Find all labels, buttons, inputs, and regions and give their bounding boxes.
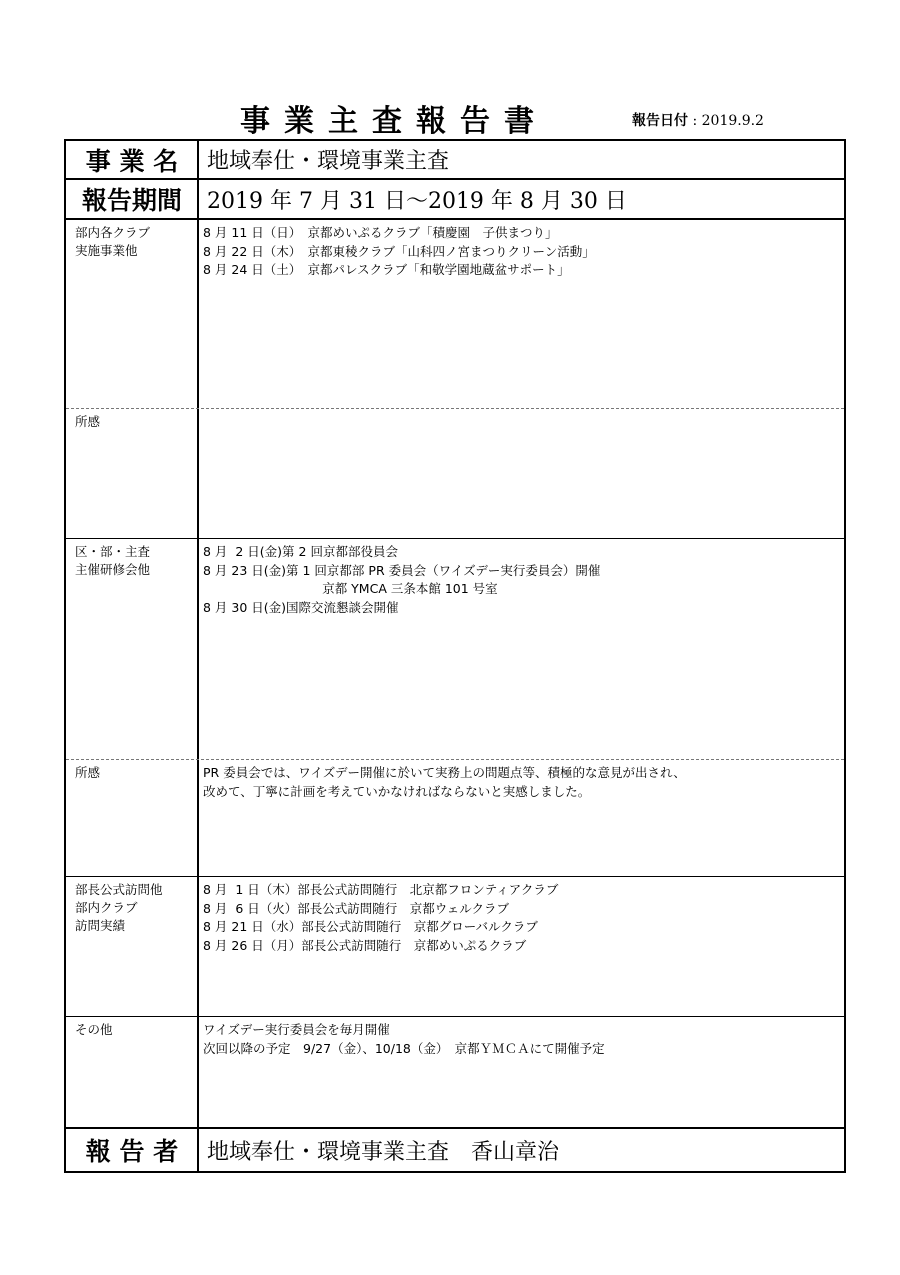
- column-divider: [197, 220, 199, 408]
- other-row: [66, 1017, 844, 1129]
- period-value: 2019 年 7 月 31 日～2019 年 8 月 30 日: [207, 188, 627, 214]
- project-label: 事 業 名: [85, 146, 179, 176]
- official-visits-list: [203, 881, 838, 955]
- report-date-value: 2019.9.2: [701, 113, 764, 129]
- district-meetings-label: 区・部・主査 主催研修会他: [75, 544, 151, 577]
- list-item: 8 月 23 日(金)第 1 回京都部 PR 委員会（ワイズデー実行委員会）開催: [203, 562, 601, 578]
- list-item: 8 月 11 日（日） 京都めいぷるクラブ「積慶園 子供まつり」: [203, 225, 558, 240]
- report-date: [632, 110, 764, 130]
- text-line: PR 委員会では、ワイズデー開催に於いて実務上の問題点等、積極的な意見が出され、: [203, 765, 686, 780]
- district-meetings-row: [66, 539, 844, 760]
- report-form: [64, 139, 846, 1173]
- district-impressions-row: [66, 760, 844, 877]
- other-label: その他: [75, 1022, 113, 1037]
- club-activities-list: [203, 224, 838, 280]
- list-item: 8 月 1 日（木）部長公式訪問随行 北京都フロンティアクラブ: [203, 882, 559, 897]
- club-impressions-row: [66, 409, 844, 539]
- list-item: 次回以降の予定 9/27（金）、10/18（金） 京都ＹＭＣＡにて開催予定: [203, 1040, 605, 1056]
- document-title: 事業主査報告書: [240, 104, 548, 139]
- report-date-separator: :: [688, 113, 702, 129]
- text-line: 改めて、丁寧に計画を考えていかなければならないと実感しました。: [203, 783, 591, 799]
- list-item: 8 月 24 日（土） 京都パレスクラブ「和敬学園地蔵盆サポート」: [203, 262, 570, 277]
- project-row: [66, 141, 844, 180]
- district-impressions-text: [203, 764, 838, 801]
- report-date-label: 報告日付: [632, 113, 688, 129]
- district-impressions-label: 所感: [75, 765, 101, 780]
- list-item: 8 月 2 日(金)第 2 回京都部役員会: [203, 544, 398, 559]
- list-item: 8 月 26 日（月）部長公式訪問随行 京都めいぷるクラブ: [203, 937, 527, 953]
- official-visits-row: [66, 877, 844, 1017]
- list-item: 8 月 21 日（水）部長公式訪問随行 京都グローバルクラブ: [203, 919, 538, 934]
- list-item: 8 月 22 日（木） 京都東稜クラブ「山科四ノ宮まつりクリーン活動」: [203, 243, 595, 259]
- column-divider: [197, 539, 199, 759]
- reporter-value: 地域奉仕・環境事業主査 香山章治: [207, 1139, 560, 1165]
- column-divider: [197, 141, 199, 178]
- club-impressions-label: 所感: [75, 414, 101, 429]
- project-value: 地域奉仕・環境事業主査: [207, 149, 450, 174]
- official-visits-label: 部長公式訪問他 部内クラブ 訪問実績: [75, 882, 163, 933]
- column-divider: [197, 180, 199, 218]
- reporter-label: 報 告 者: [85, 1137, 179, 1166]
- period-row: [66, 180, 844, 220]
- list-item: ワイズデー実行委員会を毎月開催: [203, 1022, 390, 1037]
- club-activities-label: 部内各クラブ 実施事業他: [75, 225, 151, 258]
- club-activities-row: [66, 220, 844, 409]
- other-list: [203, 1021, 838, 1058]
- list-item: 京都 YMCA 三条本館 101 号室: [203, 581, 498, 596]
- column-divider: [197, 877, 199, 1016]
- column-divider: [197, 760, 199, 876]
- district-meetings-list: [203, 543, 838, 617]
- list-item: 8 月 6 日（火）部長公式訪問随行 京都ウェルクラブ: [203, 900, 510, 916]
- column-divider: [197, 1129, 199, 1171]
- list-item: 8 月 30 日(金)国際交流懇談会開催: [203, 599, 399, 615]
- reporter-row: [66, 1129, 844, 1171]
- column-divider: [197, 409, 199, 538]
- column-divider: [197, 1017, 199, 1127]
- period-label: 報告期間: [81, 186, 182, 215]
